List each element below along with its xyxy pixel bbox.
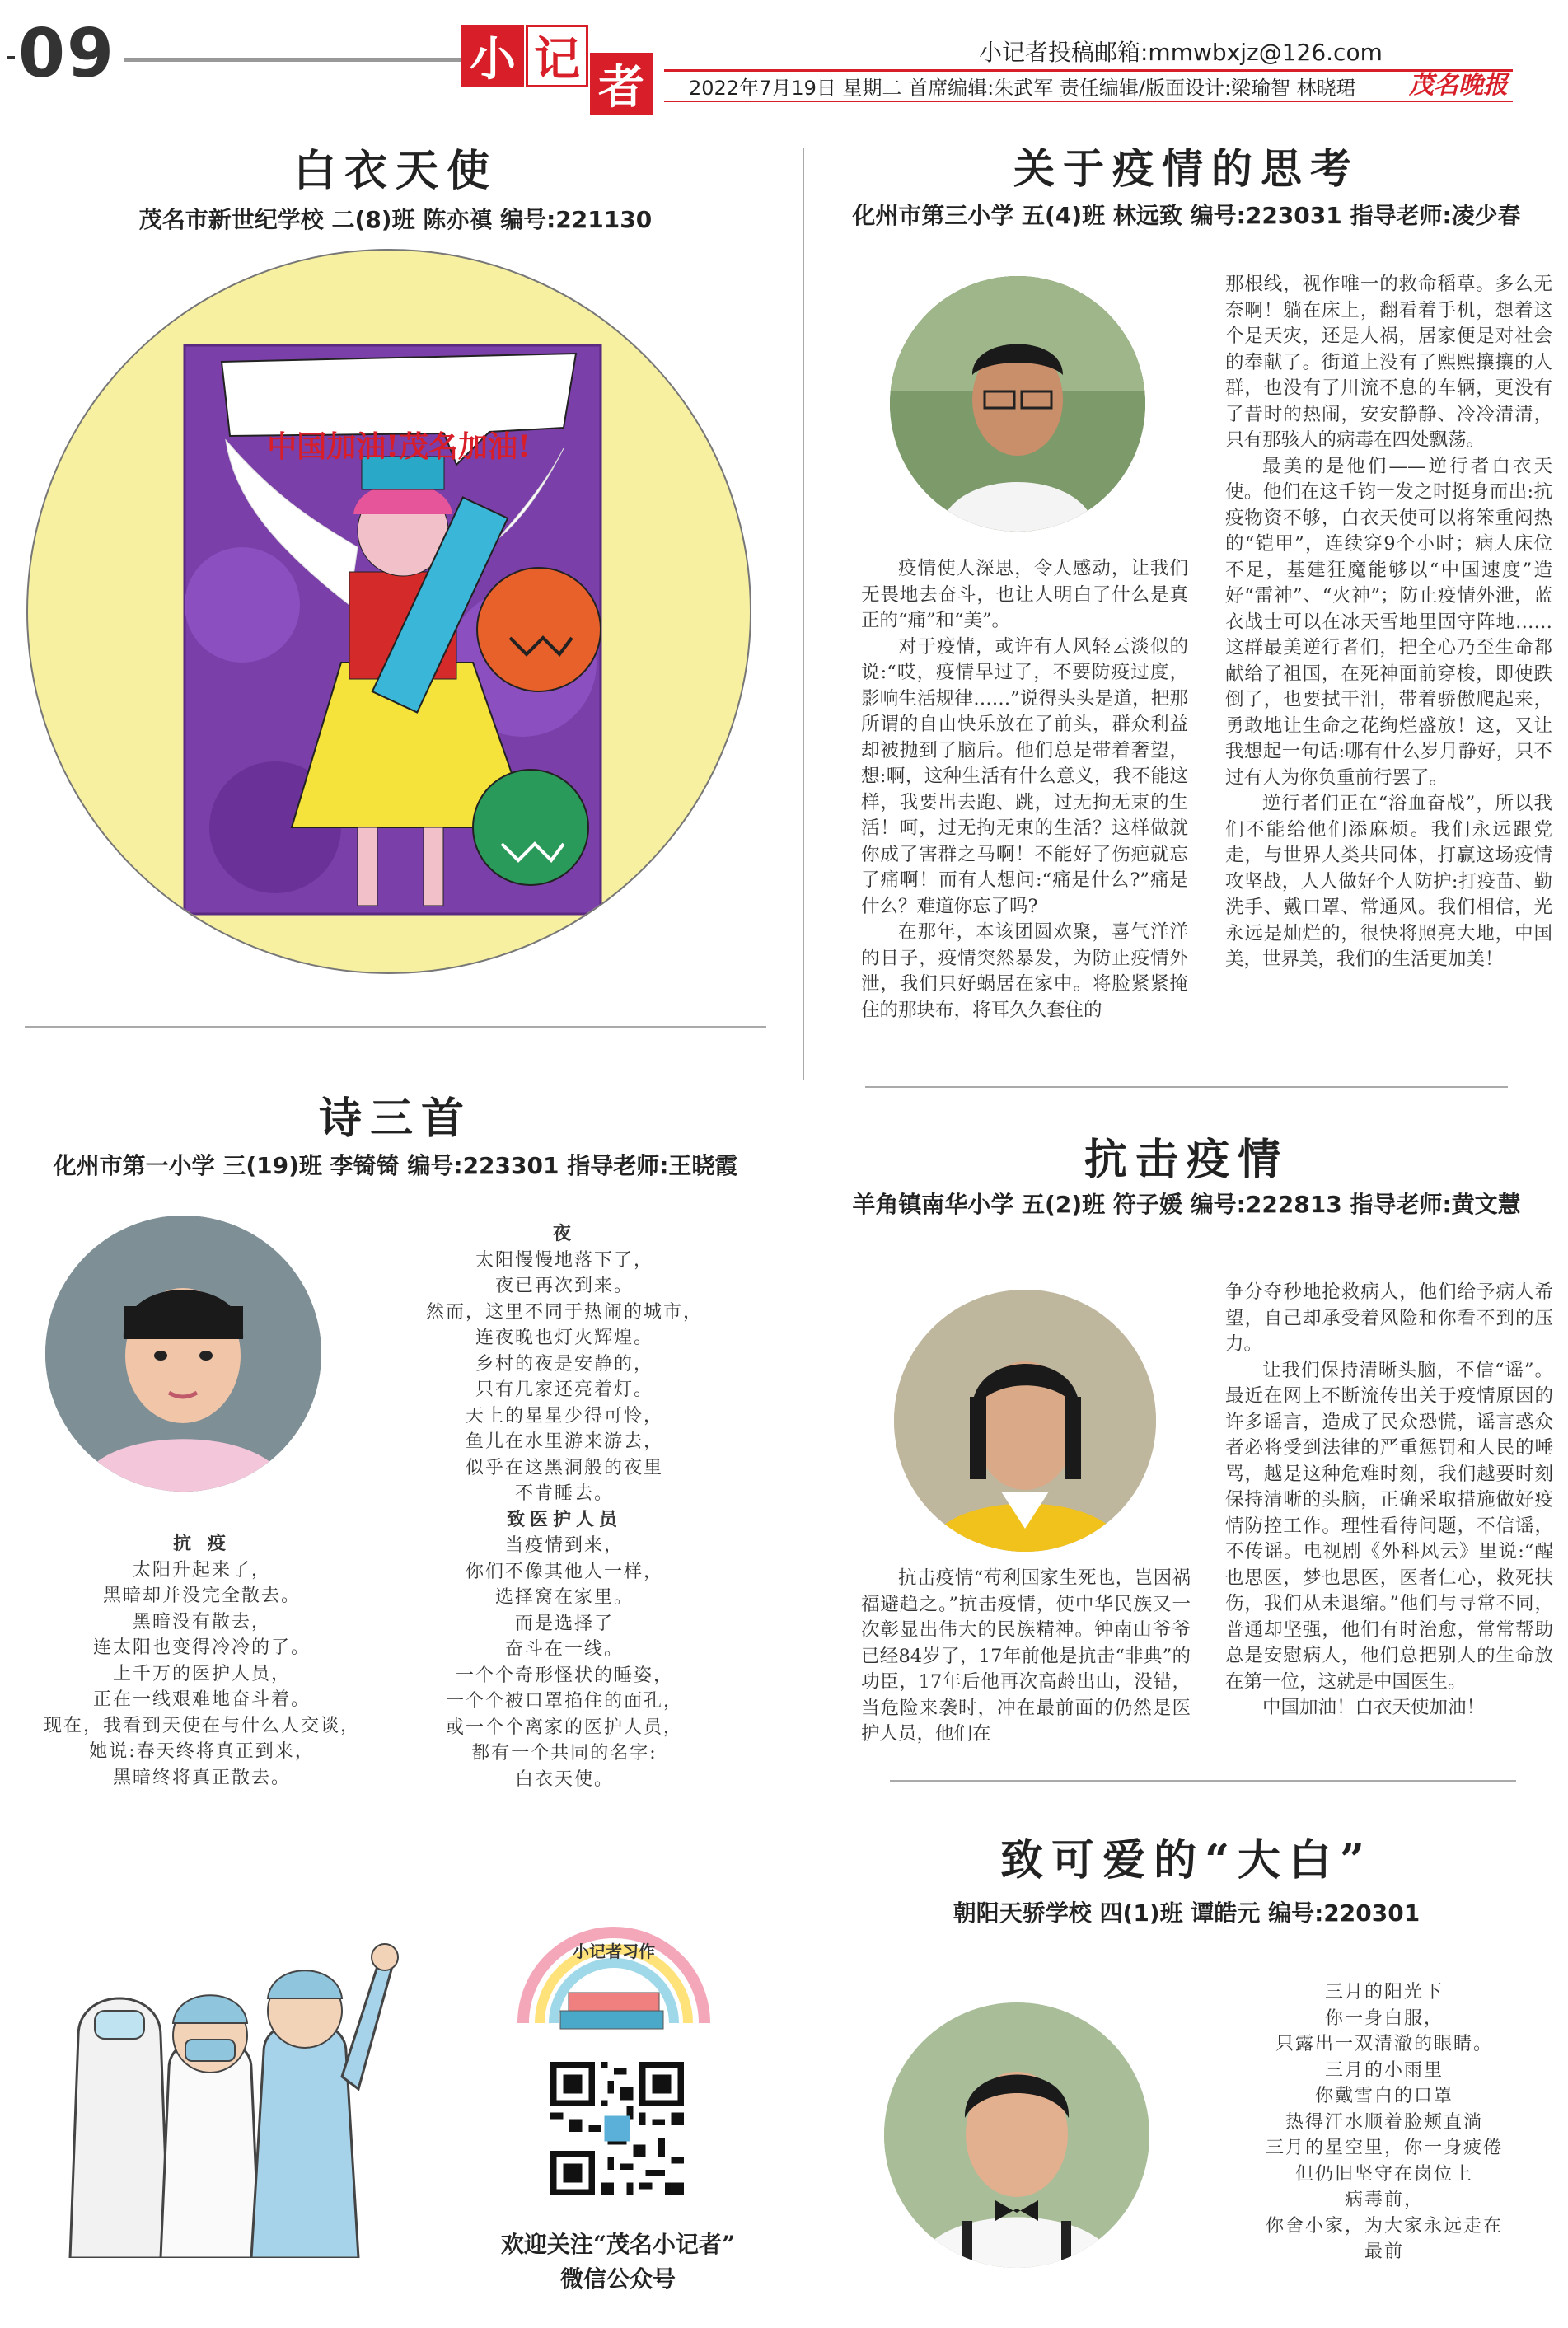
- poem-line: 三月的星空里，你一身疲倦: [1265, 2138, 1503, 2158]
- article-title-3: 诗三首: [318, 1094, 472, 1144]
- girl-portrait-icon: [894, 1290, 1156, 1552]
- poem-line: 她说:春天终将真正到来，: [89, 1741, 315, 1762]
- article-title-1: 白衣天使: [293, 146, 498, 196]
- author-photo-4: [894, 1290, 1156, 1552]
- article-byline-3: 化州市第一小学 三(19)班 李锜锜 编号:223301 指导老师:王晓霞: [53, 1152, 738, 1179]
- poem-line: 不肯睡去。: [514, 1483, 614, 1504]
- poem-line: 然而，这里不同于热闹的城市，: [425, 1301, 703, 1323]
- poem-line: 现在，我看到天使在与什么人交谈，: [43, 1715, 360, 1736]
- poem-line: 黑暗终将真正散去。: [112, 1767, 291, 1788]
- poem-line: 只有几家还亮着灯。: [475, 1379, 653, 1400]
- article-4-para: 让我们保持清晰头脑，不信“谣”。最近在网上不断流传出关于疫情原因的许多谣言，造成了民众恐慌，谣言惑众者必将受到法律的严重惩罚和人民的唾骂，越是这种危难时刻，我们越要时刻保持清晰的头脑，正确采取措施做好疫情防控工作。理性看待问题，不信谣，不传谣。电视剧《外科风云》里说:“醒也思医，梦也思医，医者仁心，救死扶伤，我们从未退缩。”他们与寻常不同，普通却坚强，他们有时治愈，常常帮助总是安慰病人，他们总把别人的生命放在第一位，这就是中国医生。: [1225, 1359, 1553, 1693]
- poem-line: 连夜晚也灯火辉煌。: [475, 1328, 653, 1348]
- poem-kangyi: [21, 1531, 383, 1791]
- poem-line: 最前: [1364, 2241, 1404, 2262]
- article-2-para: 对于疫情，或许有人风轻云淡似的说:“哎，疫情早过了，不要防疫过度，影响生活规律……”说得头头是道，把那所谓的自由快乐放在了前头，群众利益却被抛到了脑后。他们总是带着奢望，想:啊，这种生活有什么意义，我不能这样，我要出去跑、跳，过无拘无束的生活！呵，过无拘无束的生活？这样做就你成了害群之马啊！不能好了伤疤就忘了痛啊！而有人想问:“痛是什么?”痛是什么？难道你忘了吗?: [861, 635, 1188, 917]
- poem-line: 或一个个离家的医护人员，: [445, 1717, 683, 1738]
- poem-line: 黑暗却并没完全散去。: [102, 1586, 301, 1606]
- poem-line: 正在一线艰难地奋斗着。: [92, 1689, 311, 1710]
- submission-email: 小记者投稿邮箱:mmwbxjz@126.com: [979, 39, 1383, 66]
- section-brand: [461, 25, 659, 114]
- article-4-left-column: [861, 1566, 1191, 1748]
- poem-line: 你们不像其他人一样，: [465, 1561, 663, 1582]
- qr-code-icon: [550, 2062, 684, 2195]
- poem-line: 太阳慢慢地落下了，: [475, 1249, 653, 1271]
- poem-line: 太阳升起来了，: [132, 1559, 271, 1581]
- poem-title: 夜: [552, 1223, 576, 1244]
- poem-line: 你一身白服，: [1324, 2007, 1444, 2029]
- poem-line: 你舍小家，为大家永远走在: [1265, 2215, 1503, 2237]
- poem-line: 三月的小雨里: [1324, 2059, 1444, 2081]
- article-4-right-column: [1225, 1280, 1553, 1721]
- drawing-circle-frame: [26, 249, 751, 974]
- brand-char-1: 小: [461, 25, 524, 87]
- xiaojizhe-badge: [511, 1920, 717, 2035]
- poem-line: 奋斗在一线。: [504, 1639, 624, 1660]
- author-photo-2: [890, 276, 1145, 532]
- column-divider: [803, 148, 804, 1080]
- poem-line: 热得汗水顺着脸颊直淌: [1285, 2111, 1483, 2133]
- article-2-para: 在那年，本该团圆欢聚，喜气洋洋的日子，疫情突然暴发，为防止疫情外泄，我们只好蜗居在家中。将脸紧紧掩住的那块布，将耳久久套住的: [861, 921, 1188, 1021]
- poem-line: 只露出一双清澈的眼睛。: [1275, 2034, 1493, 2054]
- drawing-banner-text: 中国加油!茂名加油!: [267, 429, 531, 464]
- girl-portrait-icon: [45, 1216, 321, 1492]
- article-title-5: 致可爱的“大白”: [1000, 1835, 1373, 1885]
- header-rule: [124, 58, 461, 62]
- boy-portrait-icon: [884, 2002, 1149, 2268]
- boy-portrait-icon: [890, 276, 1145, 532]
- poem-line: 夜已再次到来。: [494, 1276, 634, 1296]
- brand-char-3: 者: [590, 53, 653, 115]
- poem-line: 黑暗没有散去，: [132, 1611, 271, 1632]
- article-2-para: 疫情使人深思，令人感动，让我们无畏地去奋斗，也让人明白了什么是真正的“痛”和“美”。: [861, 558, 1188, 631]
- article-title-2: 关于疫情的思考: [1013, 144, 1360, 193]
- badge-label: 小记者习作: [573, 1942, 655, 1961]
- poem-dabai: [1211, 1979, 1557, 2265]
- medical-staff-illustration: [62, 1912, 408, 2258]
- poem-line: 连太阳也变得冷冷的了。: [92, 1637, 311, 1658]
- poem-line: 而是选择了: [514, 1613, 614, 1634]
- date-editor-line: 2022年7月19日 星期二 首席编辑:朱武军 责任编辑/版面设计:梁瑜智 林晓珺: [664, 69, 1513, 102]
- poem-line: 你戴雪白的口罩: [1314, 2086, 1453, 2106]
- article-2-para: 最美的是他们——逆行者白衣天使。他们在这千钧一发之时挺身而出:抗疫物资不够，白衣天使可以将笨重闷热的“铠甲”，连续穿9个小时；病人床位不足，基建狂魔能够以“中国速度”造好“雷神”、“火神”；防止疫情外泄，蓝衣战士可以在冰天雪地里固守阵地……这群最美逆行者们，把全心乃至生命都献给了祖国，在死神面前穿梭，即使跌倒了，也要拭干泪，带着骄傲爬起来，勇敢地让生命之花绚烂盛放！这，又让我想起一句话:哪有什么岁月静好，只不过有人为你负重前行罢了。: [1225, 455, 1552, 789]
- follow-line-2: 微信公众号: [559, 2265, 676, 2293]
- article-4-para: 争分夺秒地抢救病人，他们给予病人希望，自己却承受着风险和你看不到的压力。: [1225, 1281, 1553, 1355]
- follow-line-1: 欢迎关注“茂名小记者”: [500, 2231, 736, 2258]
- article-2-para: 逆行者们正在“浴血奋战”，所以我们不能给他们添麻烦。我们永远跟党走，与世界人类共同体，打赢这场疫情攻坚战，人人做好个人防护:打疫苗、勤洗手、戴口罩、常通风。我们相信，光永远是灿烂的，很快将照亮大地，中国美，世界美，我们的生活更加美！: [1225, 793, 1552, 970]
- poem-line: 病毒前，: [1344, 2190, 1424, 2210]
- follow-promo-text: [461, 2227, 775, 2297]
- article-title-4: 抗击疫情: [1084, 1135, 1289, 1185]
- poem-ye: [387, 1221, 742, 1792]
- child-drawing-angel: [28, 251, 751, 974]
- section-divider-left: [25, 1026, 766, 1028]
- section-divider-right-1: [865, 1086, 1508, 1088]
- author-photo-5: [884, 2002, 1149, 2268]
- poem-line: 三月的阳光下: [1324, 1982, 1444, 2002]
- newspaper-logo: 茂名晚报: [1409, 71, 1508, 100]
- article-4-para: 抗击疫情“苟利国家生死也，岂因祸福避趋之。”抗击疫情，使中华民族又一次彰显出伟大的民族精神。钟南山爷爷已经84岁了，17年前他是抗击“非典”的功臣，17年后他再次高龄出山，没错，当危险来袭时，冲在最前面的仍然是医护人员，他们在: [861, 1567, 1191, 1745]
- page-number: 09: [18, 15, 116, 93]
- poem-line: 天上的星星少得可怜，: [465, 1405, 663, 1426]
- author-photo-3: [45, 1216, 321, 1492]
- poem-title: 致医护人员: [506, 1508, 622, 1530]
- poem-line: 上千万的医护人员，: [112, 1663, 291, 1684]
- brand-char-2: 记: [526, 25, 588, 87]
- poem-line: 乡村的夜是安静的，: [475, 1353, 653, 1375]
- article-2-left-column: [861, 556, 1188, 1023]
- poem-line: 当疫情到来，: [504, 1535, 624, 1556]
- poem-line: 白衣天使。: [514, 1768, 614, 1790]
- article-4-para: 中国加油！白衣天使加油！: [1262, 1697, 1486, 1718]
- article-byline-2: 化州市第三小学 五(4)班 林远致 编号:223031 指导老师:凌少春: [852, 202, 1521, 229]
- article-2-para: 那根线，视作唯一的救命稻草。多么无奈啊！躺在床上，翻看着手机，想着这个是天灾，还是人祸，居家便是对社会的奉献了。街道上没有了熙熙攘攘的人群，也没有了川流不息的车辆，更没有了昔时的热闹，安安静静、冷冷清清，只有那骇人的病毒在四处飘荡。: [1225, 274, 1552, 451]
- poem-line: 都有一个共同的名字:: [471, 1743, 658, 1764]
- poem-line: 一个个被口罩掐住的面孔，: [445, 1691, 683, 1712]
- wechat-qr-code[interactable]: [550, 2062, 684, 2195]
- poem-line: 但仍旧坚守在岗位上: [1294, 2163, 1473, 2185]
- poem-title: 抗 疫: [173, 1533, 231, 1554]
- article-byline-4: 羊角镇南华小学 五(2)班 符子媛 编号:222813 指导老师:黄文慧: [852, 1191, 1521, 1218]
- poem-line: 似乎在这黑洞般的夜里: [465, 1457, 663, 1478]
- article-2-right-column: [1225, 272, 1552, 973]
- poem-line: 一个个奇形怪状的睡姿，: [455, 1665, 673, 1686]
- article-byline-5: 朝阳天骄学校 四(1)班 谭皓元 编号:220301: [953, 1899, 1421, 1927]
- rainbow-book-icon: [511, 1920, 717, 2035]
- section-divider-right-2: [890, 1780, 1516, 1782]
- poem-line: 选择窝在家里。: [494, 1587, 634, 1608]
- article-byline-1: 茂名市新世纪学校 二(8)班 陈亦禛 编号:221130: [138, 206, 653, 233]
- poem-line: 鱼儿在水里游来游去，: [465, 1431, 663, 1452]
- doctors-cartoon-icon: [62, 1912, 408, 2258]
